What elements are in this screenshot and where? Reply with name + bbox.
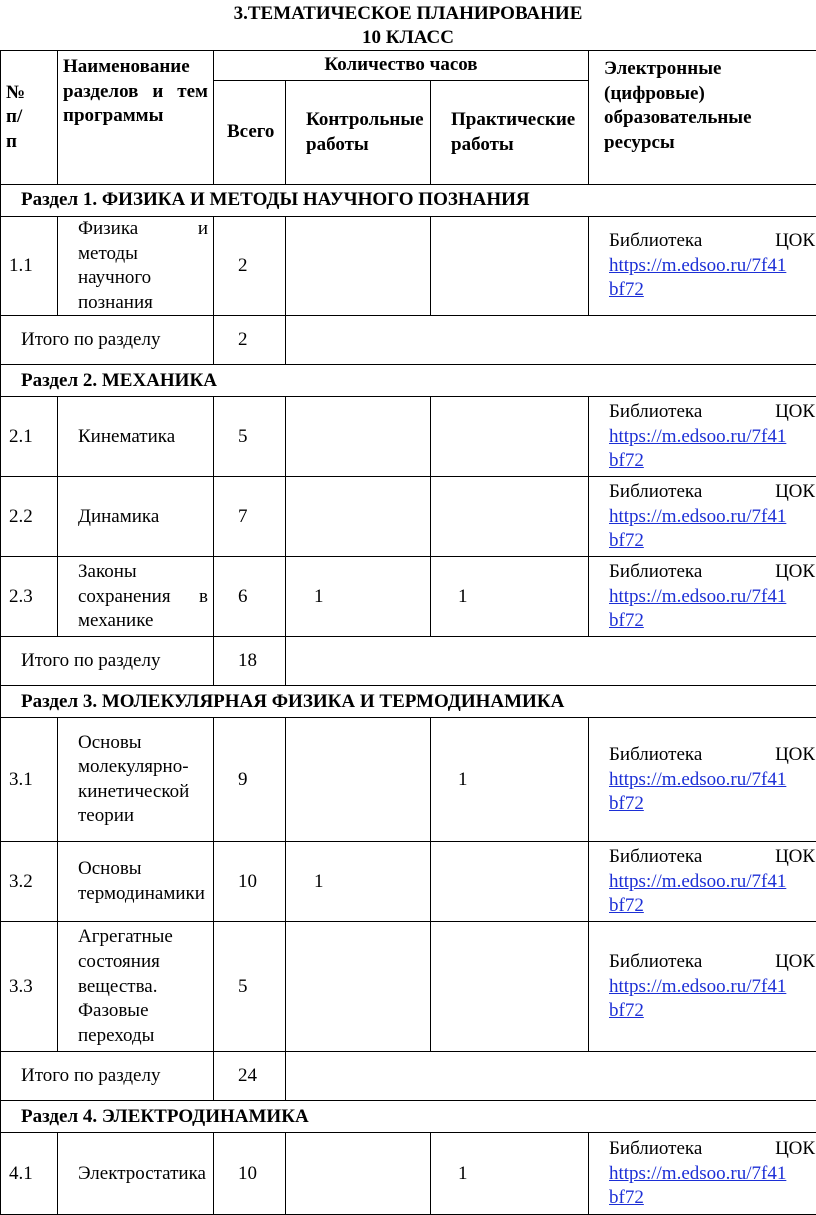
resource-library-label: Библиотека ЦОК (609, 400, 815, 425)
resource-library-label: Библиотека ЦОК (609, 1137, 815, 1162)
row-number: 3.2 (1, 842, 58, 922)
row-practical-works: 1 (431, 718, 589, 842)
row-topic-text: Динамика (78, 505, 208, 530)
row-topic-name (58, 557, 214, 637)
row-total-hours: 9 (214, 718, 286, 842)
row-topic-text: Основы термодинамики (78, 857, 208, 906)
table-row (1, 718, 816, 842)
subtotal-empty (286, 316, 816, 365)
row-topic-text: Законы сохранения в механике (78, 560, 208, 634)
resource-link[interactable]: https://m.edsoo.ru/7f41 (609, 426, 786, 447)
header-resources: Электронные (цифровые) образовательные ресурсы (589, 51, 816, 185)
row-resource (589, 217, 816, 316)
row-practical-works (431, 397, 589, 477)
resource-link-continued[interactable]: bf72 (609, 1000, 644, 1021)
row-topic-name (58, 477, 214, 557)
row-control-works (286, 217, 431, 316)
resource-library-label: Библиотека ЦОК (609, 560, 815, 585)
section-subtotal-row (1, 1052, 816, 1101)
table-row (1, 477, 816, 557)
resource-link-continued[interactable]: bf72 (609, 450, 644, 471)
resource-library-label: Библиотека ЦОК (609, 743, 815, 768)
row-topic-text: Физика и методы научного познания (78, 217, 208, 315)
subtotal-label: Итого по разделу (1, 316, 214, 365)
section-header-row (1, 365, 816, 397)
row-resource (589, 842, 816, 922)
row-resource (589, 397, 816, 477)
table-header-row (1, 51, 816, 81)
subtotal-empty (286, 1052, 816, 1101)
resource-library-label: Библиотека ЦОК (609, 950, 815, 975)
section-subtotal-row (1, 637, 816, 686)
table-row (1, 557, 816, 637)
row-topic-name (58, 397, 214, 477)
table-row (1, 397, 816, 477)
row-topic-name (58, 1133, 214, 1215)
resource-link-continued[interactable]: bf72 (609, 1187, 644, 1208)
row-control-works: 1 (286, 557, 431, 637)
header-total: Всего (214, 81, 286, 185)
row-resource (589, 477, 816, 557)
resource-link[interactable]: https://m.edsoo.ru/7f41 (609, 1163, 786, 1184)
row-practical-works: 1 (431, 557, 589, 637)
row-resource (589, 718, 816, 842)
row-practical-works (431, 842, 589, 922)
row-number: 1.1 (1, 217, 58, 316)
row-number: 2.1 (1, 397, 58, 477)
row-resource (589, 1133, 816, 1215)
header-control: Контрольные работы (286, 81, 431, 185)
row-topic-text: Агрегатные состояния вещества. Фазовые переходы (78, 925, 208, 1048)
resource-library-label: Библиотека ЦОК (609, 845, 815, 870)
row-practical-works (431, 477, 589, 557)
section-title: Раздел 1. ФИЗИКА И МЕТОДЫ НАУЧНОГО ПОЗНАНИЯ (1, 185, 816, 217)
row-control-works (286, 477, 431, 557)
resource-link[interactable]: https://m.edsoo.ru/7f41 (609, 506, 786, 527)
resource-link[interactable]: https://m.edsoo.ru/7f41 (609, 871, 786, 892)
section-title: Раздел 2. МЕХАНИКА (1, 365, 816, 397)
resource-link[interactable]: https://m.edsoo.ru/7f41 (609, 586, 786, 607)
table-row (1, 217, 816, 316)
row-number: 3.1 (1, 718, 58, 842)
row-control-works: 1 (286, 842, 431, 922)
header-num: № п/п (1, 51, 58, 185)
resource-library-label: Библиотека ЦОК (609, 480, 815, 505)
section-title: Раздел 4. ЭЛЕКТРОДИНАМИКА (1, 1101, 816, 1133)
row-practical-works: 1 (431, 1133, 589, 1215)
row-topic-text: Электростатика (78, 1162, 208, 1187)
subtotal-empty (286, 637, 816, 686)
resource-link-continued[interactable]: bf72 (609, 610, 644, 631)
header-name: Наименование разделов и тем программы (58, 51, 214, 185)
section-header-row (1, 1101, 816, 1133)
section-header-row (1, 185, 816, 217)
section-header-row (1, 686, 816, 718)
row-total-hours: 10 (214, 1133, 286, 1215)
row-topic-name (58, 842, 214, 922)
row-number: 4.1 (1, 1133, 58, 1215)
header-practical: Практические работы (431, 81, 589, 185)
row-resource (589, 922, 816, 1052)
resource-link[interactable]: https://m.edsoo.ru/7f41 (609, 769, 786, 790)
document-title: 3.ТЕМАТИЧЕСКОЕ ПЛАНИРОВАНИЕ (0, 3, 816, 25)
row-total-hours: 7 (214, 477, 286, 557)
row-control-works (286, 1133, 431, 1215)
resource-library-label: Библиотека ЦОК (609, 229, 815, 254)
row-practical-works (431, 922, 589, 1052)
resource-link-continued[interactable]: bf72 (609, 793, 644, 814)
row-number: 2.3 (1, 557, 58, 637)
subtotal-hours: 2 (214, 316, 286, 365)
resource-link[interactable]: https://m.edsoo.ru/7f41 (609, 976, 786, 997)
section-subtotal-row (1, 316, 816, 365)
subtotal-hours: 24 (214, 1052, 286, 1101)
header-hours: Количество часов (214, 51, 589, 81)
resource-link-continued[interactable]: bf72 (609, 279, 644, 300)
section-title: Раздел 3. МОЛЕКУЛЯРНАЯ ФИЗИКА И ТЕРМОДИНАМИКА (1, 686, 816, 718)
resource-link-continued[interactable]: bf72 (609, 895, 644, 916)
row-total-hours: 6 (214, 557, 286, 637)
row-topic-name (58, 718, 214, 842)
row-control-works (286, 922, 431, 1052)
resource-link[interactable]: https://m.edsoo.ru/7f41 (609, 255, 786, 276)
row-resource (589, 557, 816, 637)
table-row (1, 1133, 816, 1215)
subtotal-label: Итого по разделу (1, 637, 214, 686)
table-row (1, 842, 816, 922)
row-topic-text: Кинематика (78, 425, 208, 450)
row-control-works (286, 718, 431, 842)
subtotal-label: Итого по разделу (1, 1052, 214, 1101)
row-number: 2.2 (1, 477, 58, 557)
row-total-hours: 10 (214, 842, 286, 922)
row-control-works (286, 397, 431, 477)
table-row (1, 922, 816, 1052)
resource-link-continued[interactable]: bf72 (609, 530, 644, 551)
row-practical-works (431, 217, 589, 316)
row-topic-name (58, 217, 214, 316)
row-topic-name (58, 922, 214, 1052)
row-number: 3.3 (1, 922, 58, 1052)
document-subtitle: 10 КЛАСС (0, 27, 816, 49)
subtotal-hours: 18 (214, 637, 286, 686)
row-topic-text: Основы молекулярно-кинетической теории (78, 731, 208, 829)
planning-table (0, 50, 816, 1215)
row-total-hours: 2 (214, 217, 286, 316)
row-total-hours: 5 (214, 397, 286, 477)
row-total-hours: 5 (214, 922, 286, 1052)
